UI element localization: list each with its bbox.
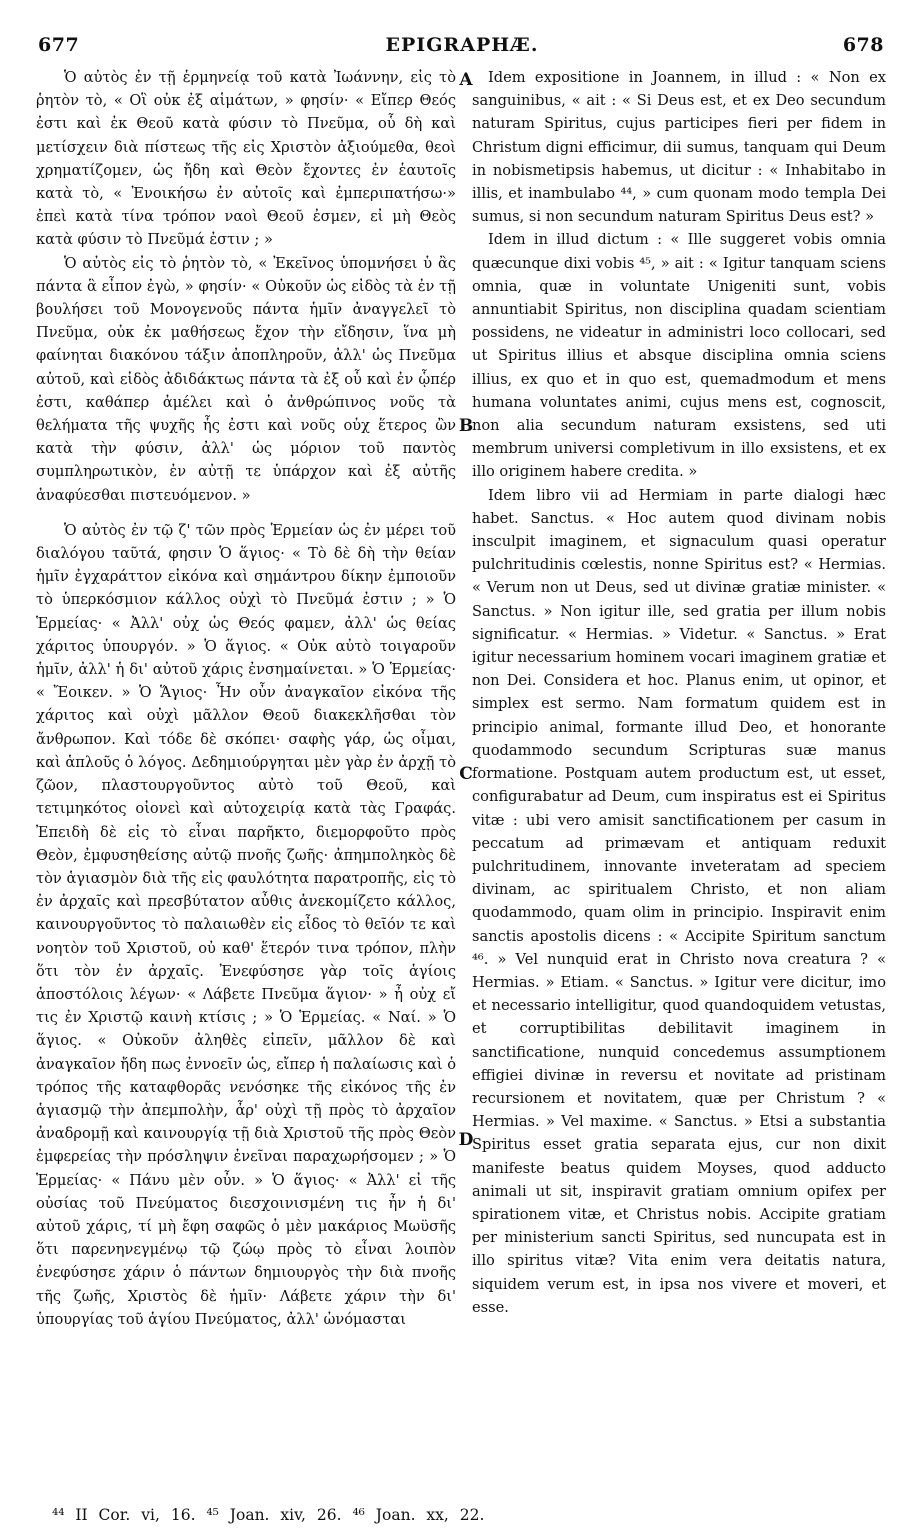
margin-letter-c: C — [459, 764, 473, 784]
latin-paragraph: Idem expositione in Joannem, in illud : « Non ex sanguinibus, « ait : « Si Deus est, et ex Deo secundum naturam Spiritus, cujus participes fieri per fidem in Christum digni efficimur, dii sumus, tanquam qui Deum in nobismetipsis habemus, ut dicitur : « Inhabitabo in illis, et inambulabo ⁴⁴, » cum quonam modo templa Dei sumus, si non secundum naturam Spiritus Deus est? » — [472, 69, 886, 226]
margin-letter-b: B — [458, 416, 474, 436]
running-title: EPIGRAPHÆ. — [385, 34, 539, 56]
latin-paragraph: Idem in illud dictum : « Ille suggeret vobis omnia quæcunque dixi vobis ⁴⁵, » ait : « Igitur tanquam sciens omnia, quæ in voluntate Unigeniti sunt, vobis annuntiabit Spiritus, non disciplina quadam scientiam possidens, ne videatur in administri loco collocari, sed ut Spiritus illius et absque disciplina omnia sciens illius, ex quo et in quo est, quemadmodum et mens humana voluntates animi, cujus mens est, cognoscit, non alia secundum naturam exsistens, sed uti membrum universi completivum in illo exsistens, et ex illo originem habere credita. » — [472, 231, 886, 481]
latin-paragraph: Idem libro vii ad Hermiam in parte dialogi hæc habet. Sanctus. « Hoc autem quod divinam nobis insculpit imaginem, et signaculum quasi operatur pulchritudinis cœlestis, nonne Spiritus est? « Hermias. « Verum non ut Deus, sed ut divinæ gratiæ minister. « Sanctus. » Non igitur ille, sed gratia per illum nobis significatur. « Hermias. » Videtur. « Sanctus. » Erat igitur necessarium hominem vocari imaginem gratiæ et non Dei. Considera et hoc. Planus enim, ut opinor, et simplex est sermo. Nam formatum quidem est in principio animal, formante illud Deo, et honorante quodammodo secundum Scripturas suæ manus formatione. Postquam autem productum est, ut esset, configurabatur ad Deum, cum inspiratus est ei Spiritus vitæ : ubi vero amisit sanctificationem per casum in peccatum ad primævam et antiquam reduxit pulchritudinem, innovante inveteratam ad speciem divinam, ac spiritualem Christo, et non aliam quodammodo, quam olim in principio. Inspiravit enim sanctis apostolis dicens : « Accipite Spiritum sanctum ⁴⁶. » Vel nunquid erat in Christo nova creatura ? « Hermias. » Etiam. « Sanctus. » Igitur vere dicitur, imo et necessario intelligitur, quod quandoquidem vetustas, et corruptibilitas debilitavit imaginem in sanctificatione, nunquid concedemus assumptionem effigiei divinæ in reversu et novitate ad pristinam recursionem et novitatem, quæ per Christum ? « Hermias. » Vel maxime. « Sanctus. » Etsi a substantia Spiritus esset gratia separata ejus, cur non dixit manifeste beatus quidem Moyses, quod adducto animali ut sit, inspiravit gratiam omnium opifex per spirationem vitæ, et Christus nobis. Accipite gratiam per ministerium sancti Spiritus, sed nuncupata est in illo spiritus vitæ? Vita enim vera deitatis natura, siquidem verum est, in ipsa nos vivere et moveri, et esse. — [472, 486, 886, 1316]
greek-paragraph: Ὁ αὐτὸς ἐν τῷ ζ' τῶν πρὸς Ἑρμείαν ὡς ἐν μέρει τοῦ διαλόγου ταῦτά, φησιν Ὁ ἅγιος· « Τὸ δὲ δὴ τὴν θείαν ἡμῖν ἐγχαράττον εἰκόνα καὶ σημάντρου δίκην ἐμποιοῦν τὸ ὑπερκόσμιον κάλλος οὐχὶ τὸ Πνεῦμά ἐστιν ; » Ὁ Ἑρμείας· « Ἀλλ' οὐχ ὡς Θεός φαμεν, ἀλλ' ὡς θείας χάριτος ὑπουργόν. » Ὁ ἅγιος. « Οὐκ αὐτὸ τοιγαροῦν ἡμῖν, ἀλλ' ἡ δι' αὐτοῦ χάρις ἐνσημαίνεται. » Ὁ Ἑρμείας· « Ἔοικεν. » Ὁ Ἅγιος· Ἦν οὖν ἀναγκαῖον εἰκόνα τῆς χάριτος καὶ οὐχὶ μᾶλλον Θεοῦ διακεκλῆσθαι τὸν ἄνθρωπον. Καὶ τόδε δὲ σκόπει· σαφὴς γάρ, ὡς οἶμαι, καὶ ἁπλοῦς ὁ λόγος. Δεδημιούργηται μὲν γὰρ ἐν ἀρχῇ τὸ ζῶον, πλαστουργοῦντος αὐτὸ τοῦ Θεοῦ, καὶ τετιμηκότος οἰονεὶ καὶ αὐτοχειρίᾳ κατὰ τὰς Γραφάς. Ἐπειδὴ δὲ εἰς τὸ εἶναι παρῆκτο, διεμορφοῦτο πρὸς Θεὸν, ἐμφυσηθείσης αὐτῷ πνοῆς ζωῆς· ἀπημποληκὸς δὲ τὸν ἁγιασμὸν διὰ τῆς εἰς φαυλότητα παρατροπῆς, εἰς τὸ ἐν ἀρχαῖς καὶ πρεσβύτατον αὖθις ἀνεκομίζετο κάλλος, καινουργοῦντος τὸ παλαιωθὲν εἰς εἶδος τὸ θεῖόν τε καὶ νοητὸν τοῦ Χριστοῦ, οὐ καθ' ἕτερόν τινα τρόπον, πλὴν ὅτι τὸν ἐν ἀρχαῖς. Ἐνεφύσησε γὰρ τοῖς ἁγίοις ἀποστόλοις λέγων· « Λάβετε Πνεῦμα ἅγιον· » ἦ οὐχ εἴ τις ἐν Χριστῷ καινὴ κτίσις ; » Ὁ Ἑρμείας. « Ναί. » Ὁ ἅγιος. « Οὐκοῦν ἀληθὲς εἰπεῖν, μᾶλλον δὲ καὶ ἀναγκαῖον ἤδη πως ἐννοεῖν ὡς, εἴπερ ἡ παλαίωσις καὶ ὁ τρόπος τῆς καταφθορᾶς νενόσηκε τῆς εἰκόνος τῆς ἐν ἁγιασμῷ τὴν ἀπεμπολὴν, ἆρ' οὐχὶ τῇ πρὸς τὸ ἀρχαῖον ἀναδρομῇ καὶ καινουργίᾳ τῇ διὰ Χριστοῦ τῆς πρὸς Θεὸν ἐμφερείας τὴν πρόσληψιν ἐνεῖναι παραχωρήσομεν ; » Ὁ Ἑρμείας· « Πάνυ μὲν οὖν. » Ὁ ἅγιος· « Ἀλλ' εἰ τῆς οὐσίας τοῦ Πνεύματος διεσχοινισμένη τις ἦν ἡ δι' αὐτοῦ χάρις, τί μὴ ἔφη σαφῶς ὁ μὲν μακάριος Μωϋσῆς ὅτι παρενηνεγμένῳ τῷ ζώῳ πρὸς τὸ εἶναι λοιπὸν ἐνεφύσησε χάριν ὁ πάντων δημιουργὸς τὴν διὰ πνοῆς τῆς ζωῆς, Χριστὸς δὲ ἡμῖν· Λάβετε χάριν τὴν δι' ὑπουργίας τοῦ ἁγίου Πνεύματος, ἀλλ' ὠνόμασται — [36, 521, 456, 1328]
greek-column — [36, 66, 456, 1331]
page-number-right: 678 — [842, 34, 884, 56]
margin-letter-a: A — [459, 70, 473, 90]
greek-paragraph: Ὁ αὐτὸς ἐν τῇ ἑρμηνείᾳ τοῦ κατὰ Ἰωάννην, εἰς τὸ ῥητὸν τὸ, « Οἳ οὐκ ἐξ αἱμάτων, » φησίν· « Εἴπερ Θεός ἐστι καὶ ἐκ Θεοῦ κατὰ φύσιν τὸ Πνεῦμα, οὗ δὴ καὶ μετίσχειν διὰ πίστεως τῆς εἰς Χριστὸν ἀξιούμεθα, θεοὶ χρηματίζομεν, ὡς ἤδη καὶ Θεὸν ἔχοντες ἐν ἑαυτοῖς κατὰ τὸ, « Ἐνοικήσω ἐν αὐτοῖς καὶ ἐμπεριπατήσω·» ἐπεὶ κατὰ τίνα τρόπον ναοὶ Θεοῦ ἐσμεν, εἰ μὴ Θεὸς κατὰ φύσιν τὸ Πνεῦμά ἐστιν ; » — [36, 69, 456, 249]
latin-column — [472, 66, 886, 1319]
greek-paragraph: Ὁ αὐτὸς εἰς τὸ ῥητὸν τὸ, « Ἐκεῖνος ὑπομνήσει ὑ ἂς πάντα ἃ εἶπον ἐγὼ, » φησίν· « Οὐκοῦν ὡς εἰδὸς τὰ ἐν τῇ βουλήσει τοῦ Μονογενοῦς πάντα ἡμῖν ἀναγγελεῖ τὸ Πνεῦμα, οὐκ ἐκ μαθήσεως ἔχον τὴν εἴδησιν, ἵνα μὴ φαίνηται διακόνου τάξιν ἀποπληροῦν, ἀλλ' ὡς Πνεῦμα αὐτοῦ, καὶ εἰδὸς ἀδιδάκτως πάντα τὰ ἐξ οὗ καὶ ἐν ᾧπέρ ἐστι, καθάπερ ἀμέλει καὶ ὁ ἀνθρώπινος νοῦς τὰ θελήματα τῆς ψυχῆς ἧς ἐστι καὶ νοῦς οὐχ ἕτερος ὢν κατὰ τὴν φύσιν, ἀλλ' ὡς μόριον τοῦ παντὸς συμπληρωτικὸν, ἐν αὐτῇ τε ὑπάρχον καὶ ἐξ αὐτῆς ἀναφύεσθαι πιστευόμενον. » — [36, 254, 456, 504]
footnotes: ⁴⁴ II Cor. vi, 16. ⁴⁵ Joan. xiv, 26. ⁴⁶ Joan. xx, 22. — [52, 1506, 485, 1524]
page-number-left: 677 — [38, 34, 80, 56]
margin-letter-d: D — [458, 1130, 474, 1150]
